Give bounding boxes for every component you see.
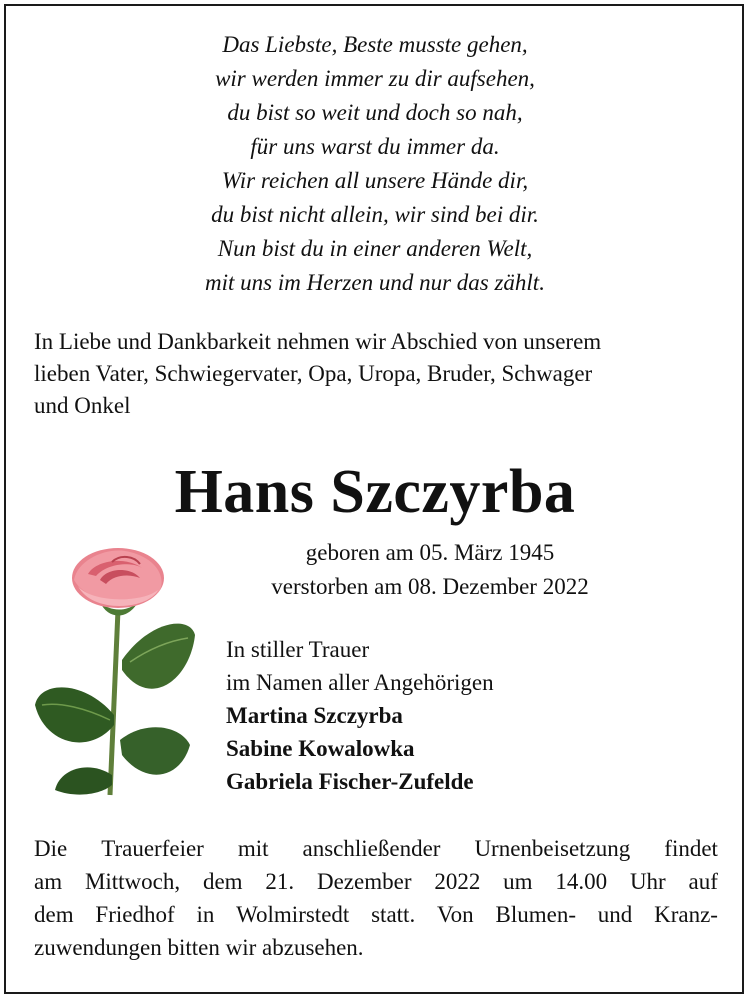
- word: dem: [34, 902, 74, 927]
- life-dates: [150, 536, 710, 604]
- word: Kranz-: [654, 902, 718, 927]
- poem-line: für uns warst du immer da.: [250, 134, 500, 159]
- intro-line: und Onkel: [34, 393, 131, 418]
- word: Uhr: [629, 869, 666, 894]
- mourner-name: Sabine Kowalowka: [226, 736, 415, 761]
- deceased-name: Hans Szczyrba: [174, 458, 576, 526]
- word: um: [503, 869, 533, 894]
- word: Urnenbeisetzung: [474, 836, 631, 861]
- word: Dezember: [316, 869, 412, 894]
- mourner-name: Martina Szczyrba: [226, 703, 403, 728]
- mourners-block: [226, 633, 494, 798]
- funeral-info: [34, 832, 718, 964]
- death-date: verstorben am 08. Dezember 2022: [271, 574, 589, 599]
- poem-line: du bist nicht allein, wir sind bei dir.: [211, 202, 539, 227]
- word: Blumen-: [495, 902, 576, 927]
- word: in: [196, 902, 215, 927]
- intro-line: In Liebe und Dankbarkeit nehmen wir Abschied von unserem: [34, 329, 602, 354]
- word: Die: [34, 836, 68, 861]
- word: 2022: [434, 869, 481, 894]
- word: 14.00: [555, 869, 608, 894]
- poem-line: mit uns im Herzen und nur das zählt.: [205, 270, 545, 295]
- funeral-info-line: [34, 898, 718, 931]
- poem-line: wir werden immer zu dir aufsehen,: [215, 66, 535, 91]
- word: auf: [688, 869, 718, 894]
- word: findet: [664, 836, 718, 861]
- word: Friedhof: [95, 902, 175, 927]
- word: am: [34, 869, 63, 894]
- intro-line: lieben Vater, Schwiegervater, Opa, Uropa, Bruder, Schwager: [34, 361, 593, 386]
- funeral-info-last-line: zuwendungen bitten wir abzusehen.: [34, 935, 364, 960]
- mourner-name: Gabriela Fischer-Zufelde: [226, 769, 474, 794]
- birth-date: geboren am 05. März 1945: [305, 540, 555, 565]
- mourning-line: In stiller Trauer: [226, 637, 370, 662]
- farewell-intro: [34, 326, 718, 422]
- funeral-info-line: [34, 865, 718, 898]
- poem-line: Das Liebste, Beste musste gehen,: [222, 32, 528, 57]
- word: statt.: [371, 902, 416, 927]
- word: und: [597, 902, 633, 927]
- funeral-info-line: [34, 832, 718, 865]
- poem: [0, 28, 750, 300]
- poem-line: Nun bist du in einer anderen Welt,: [217, 236, 533, 261]
- word: Mittwoch,: [84, 869, 181, 894]
- word: Wolmirstedt: [236, 902, 350, 927]
- word: dem: [202, 869, 243, 894]
- word: 21.: [265, 869, 295, 894]
- word: anschließender: [302, 836, 441, 861]
- poem-line: du bist so weit und doch so nah,: [227, 100, 523, 125]
- word: mit: [237, 836, 269, 861]
- word: Von: [437, 902, 474, 927]
- word: Trauerfeier: [101, 836, 204, 861]
- poem-line: Wir reichen all unsere Hände dir,: [221, 168, 529, 193]
- relatives-line: im Namen aller Angehörigen: [226, 670, 494, 695]
